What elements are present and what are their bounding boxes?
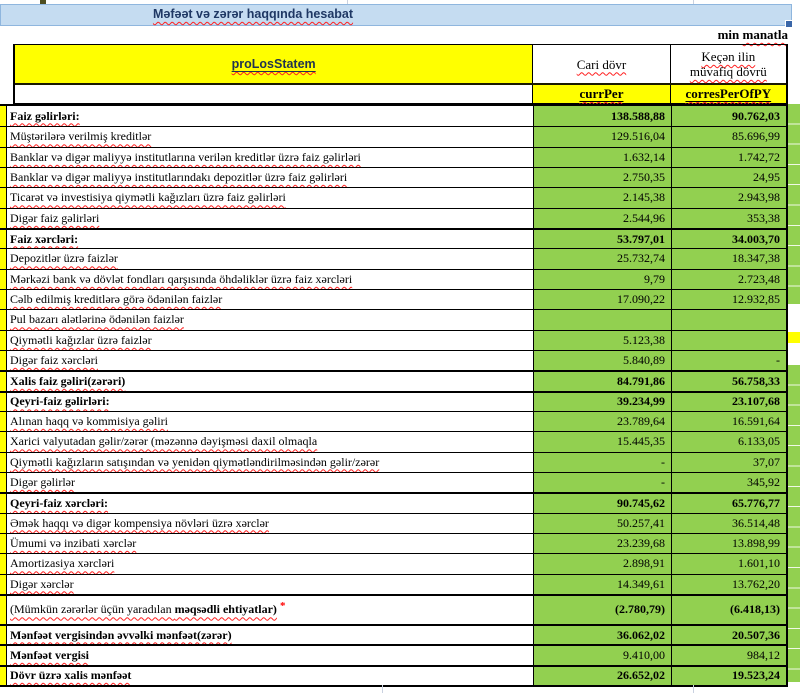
- row-label-cell: [7, 473, 533, 492]
- header-cell-corresper: [670, 85, 786, 103]
- row-left-strip: [0, 412, 7, 431]
- row-left-strip: [0, 534, 7, 553]
- table-row: [0, 492, 788, 512]
- value-current-period: 2.544,96: [533, 209, 671, 228]
- table-row: [0, 411, 788, 431]
- table-row: [0, 431, 788, 451]
- row-label-cell: [7, 148, 533, 167]
- table-row: [0, 624, 788, 644]
- value-current-period: 129.516,04: [533, 127, 671, 146]
- prior-period-line2: müvafiq dövrü: [689, 64, 767, 79]
- value-prior-period: 2.723,48: [671, 270, 788, 289]
- value-prior-period: 345,92: [671, 473, 788, 492]
- value-prior-period: 56.758,33: [671, 372, 788, 390]
- value-current-period: 1.632,14: [533, 148, 671, 167]
- value-current-period: 23.239,68: [533, 534, 671, 553]
- row-label: Qeyri-faiz gəlirləri:: [10, 394, 110, 409]
- row-label-cell: [7, 554, 533, 573]
- margin-cell-green: [788, 365, 800, 682]
- pro-los-statem-label: proLosStatem: [231, 57, 316, 71]
- row-label: Faiz xərcləri:: [10, 231, 79, 246]
- row-label-cell: [7, 106, 533, 126]
- header-cell-name: [15, 45, 532, 83]
- row-label: Qeyri-faiz xərcləri:: [10, 495, 109, 510]
- value-prior-period: [671, 310, 788, 329]
- row-label-cell: [7, 249, 533, 268]
- row-label-cell: [7, 575, 533, 594]
- value-current-period: -: [533, 453, 671, 472]
- value-current-period: 9,79: [533, 270, 671, 289]
- pl-table-body: [0, 104, 788, 687]
- row-left-strip: [0, 626, 7, 644]
- value-prior-period: 353,38: [671, 209, 788, 228]
- value-prior-period: 13.898,99: [671, 534, 788, 553]
- currper-label: currPer: [579, 86, 624, 101]
- report-title-bar: [0, 4, 792, 26]
- row-label-cell: [7, 514, 533, 533]
- row-label-cell: [7, 310, 533, 329]
- table-header: [13, 44, 788, 105]
- row-label: (Mümkün zərərlər üçün yaradılan məqsədli ehtiyatlar): [10, 602, 277, 617]
- row-left-strip: [0, 453, 7, 472]
- value-prior-period: -: [671, 351, 788, 370]
- value-current-period: (2.780,79): [533, 596, 671, 624]
- margin-cell-white: [788, 343, 800, 365]
- value-current-period: 17.090,22: [533, 290, 671, 309]
- header-cell-prior-period: [670, 45, 786, 83]
- value-current-period: 9.410,00: [533, 646, 671, 664]
- corresper-link[interactable]: [685, 86, 771, 102]
- value-current-period: 90.745,62: [533, 494, 671, 512]
- value-current-period: 5.840,89: [533, 351, 671, 370]
- report-title: Məfəət və zərər haqqında hesabat: [152, 7, 354, 21]
- row-label: Banklar və digər maliyyə institutlarına verilən kreditlər üzrə faiz gəlirləri: [10, 149, 361, 164]
- value-current-period: 50.257,41: [533, 514, 671, 533]
- row-label: Cəlb edilmiş kreditlərə görə ödənilən faizlər: [10, 292, 223, 307]
- row-left-strip: [0, 270, 7, 289]
- margin-cell-white: [788, 304, 800, 332]
- row-left-strip: [0, 290, 7, 309]
- table-row: [0, 350, 788, 370]
- row-label-cell: [7, 412, 533, 431]
- table-row: [0, 228, 788, 248]
- table-row: [0, 574, 788, 594]
- row-label: Mənfəət vergisi: [10, 647, 89, 662]
- value-prior-period: 19.523,24: [671, 667, 788, 685]
- header-row-sub: [15, 85, 786, 105]
- row-left-strip: [0, 473, 7, 492]
- value-current-period: 14.349,61: [533, 575, 671, 594]
- table-row: [0, 330, 788, 350]
- row-label: Əmək haqqı və digər kompensiya növləri üzrə xərclər: [10, 515, 269, 530]
- row-label: Müştərilərə verilmiş kreditlər: [10, 129, 152, 144]
- row-left-strip: [0, 249, 7, 268]
- value-prior-period: 2.943,98: [671, 188, 788, 207]
- value-prior-period: 984,12: [671, 646, 788, 664]
- margin-cell-green: [788, 104, 800, 304]
- table-row: [0, 594, 788, 624]
- row-label-cell: [7, 432, 533, 451]
- table-row: [0, 370, 788, 390]
- sheet-gridline: [693, 685, 694, 693]
- unit-note-word: manatla: [742, 27, 788, 42]
- value-prior-period: 12.932,85: [671, 290, 788, 309]
- row-label: Digər faiz xərcləri: [10, 353, 98, 368]
- table-row: [0, 665, 788, 685]
- row-label: Amortizasiya xərcləri: [10, 556, 115, 571]
- row-label-cell: [7, 230, 533, 248]
- currper-link[interactable]: [579, 86, 623, 102]
- row-left-strip: [0, 667, 7, 685]
- table-row: [0, 513, 788, 533]
- row-label-cell: [7, 494, 533, 512]
- row-label: Banklar və digər maliyyə institutlarındakı depozitlər üzrə faiz gəlirləri: [10, 170, 348, 185]
- row-left-strip: [0, 310, 7, 329]
- corresper-label: corresPerOfPY: [685, 86, 772, 101]
- table-row: [0, 126, 788, 146]
- row-label-cell: [7, 331, 533, 350]
- row-label-cell: [7, 626, 533, 644]
- value-current-period: 2.898,91: [533, 554, 671, 573]
- row-label: Mərkəzi bank və dövlət fondları qarşısında öhdəliklər üzrə faiz xərcləri: [10, 271, 353, 286]
- value-prior-period: 16.591,64: [671, 412, 788, 431]
- table-row: [0, 106, 788, 126]
- table-row: [0, 289, 788, 309]
- row-label-cell: [7, 534, 533, 553]
- row-left-strip: [0, 596, 7, 624]
- value-current-period: -: [533, 473, 671, 492]
- row-left-strip: [0, 230, 7, 248]
- value-current-period: 2.145,38: [533, 188, 671, 207]
- value-prior-period: 34.003,70: [671, 230, 788, 248]
- value-current-period: 39.234,99: [533, 393, 671, 411]
- row-label-cell: [7, 290, 533, 309]
- pro-los-statem-link[interactable]: [232, 55, 316, 73]
- prior-period-line1: Keçən ilin: [701, 49, 756, 64]
- row-left-strip: [0, 646, 7, 664]
- value-current-period: 26.652,02: [533, 667, 671, 685]
- row-label-cell: [7, 127, 533, 146]
- row-left-strip: [0, 393, 7, 411]
- table-row: [0, 472, 788, 492]
- value-prior-period: 23.107,68: [671, 393, 788, 411]
- row-label-cell: [7, 646, 533, 664]
- value-prior-period: 37,07: [671, 453, 788, 472]
- row-label: Depozitlər üzrə faizlər: [10, 251, 118, 266]
- table-row: [0, 644, 788, 664]
- row-label: Ticarət və investisiya qiymətli kağızları üzrə faiz gəlirləri: [10, 190, 286, 205]
- row-left-strip: [0, 148, 7, 167]
- table-row: [0, 147, 788, 167]
- row-label-bold-part: məqsədli ehtiyatlar): [174, 602, 277, 617]
- row-label: Xalis faiz gəliri(zərəri): [10, 373, 126, 388]
- value-prior-period: 1.601,10: [671, 554, 788, 573]
- row-label-cell: [7, 168, 533, 187]
- row-label: Alınan haqq və kommisiya gəliri: [10, 414, 168, 429]
- value-prior-period: 6.133,05: [671, 432, 788, 451]
- value-prior-period: 13.762,20: [671, 575, 788, 594]
- value-current-period: [533, 310, 671, 329]
- row-left-strip: [0, 168, 7, 187]
- value-prior-period: 36.514,48: [671, 514, 788, 533]
- row-label-cell: [7, 667, 533, 685]
- row-label-cell: [7, 372, 533, 390]
- header-cell-currper: [532, 85, 669, 103]
- value-current-period: 23.789,64: [533, 412, 671, 431]
- row-left-strip: [0, 331, 7, 350]
- row-label: Digər gəlirlər: [10, 475, 75, 490]
- table-row: [0, 533, 788, 553]
- unit-note-prefix: min: [717, 27, 743, 42]
- unit-note: [718, 27, 788, 44]
- row-label-cell: [7, 393, 533, 411]
- sheet-gridline: [382, 685, 383, 693]
- value-prior-period: 65.776,77: [671, 494, 788, 512]
- row-label-cell: [7, 596, 533, 624]
- row-left-strip: [0, 575, 7, 594]
- row-left-strip: [0, 514, 7, 533]
- value-current-period: 138.588,88: [533, 106, 671, 126]
- table-row: [0, 269, 788, 289]
- value-current-period: 36.062,02: [533, 626, 671, 644]
- value-current-period: 84.791,86: [533, 372, 671, 390]
- row-label: Qiymətli kağızların satışından və yenidən qiymətləndirilməsindən gəlir/zərər: [10, 454, 380, 469]
- value-current-period: 2.750,35: [533, 168, 671, 187]
- value-prior-period: 1.742,72: [671, 148, 788, 167]
- row-label-cell: [7, 188, 533, 207]
- row-left-strip: [0, 554, 7, 573]
- margin-cell-yellow: [788, 332, 800, 343]
- row-label-cell: [7, 351, 533, 370]
- row-label-cell: [7, 453, 533, 472]
- header-cell-current-period: [532, 45, 669, 83]
- value-prior-period: [671, 331, 788, 350]
- table-row: [0, 248, 788, 268]
- value-current-period: 5.123,38: [533, 331, 671, 350]
- value-current-period: 25.732,74: [533, 249, 671, 268]
- header-cell-empty: [15, 85, 532, 103]
- value-prior-period: 24,95: [671, 168, 788, 187]
- row-label: Digər xərclər: [10, 576, 74, 591]
- row-label: Ümumi və inzibati xərclər: [10, 536, 137, 551]
- row-label: Pul bazarı alətlərinə ödənilən faizlər: [10, 312, 184, 327]
- table-row: [0, 309, 788, 329]
- footnote-asterisk: *: [279, 599, 286, 612]
- table-row: [0, 167, 788, 187]
- value-current-period: 15.445,35: [533, 432, 671, 451]
- row-left-strip: [0, 127, 7, 146]
- value-prior-period: 85.696,99: [671, 127, 788, 146]
- row-label: Xarici valyutadan gəlir/zərər (məzənnə dəyişməsi daxil olmaqla: [10, 434, 318, 449]
- table-row: [0, 452, 788, 472]
- table-row: [0, 553, 788, 573]
- current-period-label: Cari dövr: [576, 56, 627, 72]
- row-left-strip: [0, 494, 7, 512]
- value-prior-period: 20.507,36: [671, 626, 788, 644]
- row-label: Digər faiz gəlirləri: [10, 210, 100, 225]
- header-row-main: [15, 45, 786, 85]
- prior-period-label: [690, 49, 767, 79]
- table-row: [0, 391, 788, 411]
- value-prior-period: 90.762,03: [671, 106, 788, 126]
- row-left-strip: [0, 106, 7, 126]
- row-label: Mənfəət vergisindən əvvəlki mənfəət(zərər): [10, 627, 232, 642]
- value-prior-period: (6.418,13): [671, 596, 788, 624]
- row-left-strip: [0, 432, 7, 451]
- row-left-strip: [0, 372, 7, 390]
- row-label: Faiz gəlirləri:: [10, 108, 80, 123]
- row-left-strip: [0, 209, 7, 228]
- value-prior-period: 18.347,38: [671, 249, 788, 268]
- right-margin-cells: [788, 104, 800, 682]
- table-row: [0, 187, 788, 207]
- row-label-cell: [7, 270, 533, 289]
- row-label: Qiymətli kağızlar üzrə faizlər: [10, 332, 152, 347]
- row-left-strip: [0, 351, 7, 370]
- row-label: Dövr üzrə xalis mənfəət: [10, 668, 132, 683]
- table-row: [0, 208, 788, 228]
- row-left-strip: [0, 188, 7, 207]
- row-label-cell: [7, 209, 533, 228]
- value-current-period: 53.797,01: [533, 230, 671, 248]
